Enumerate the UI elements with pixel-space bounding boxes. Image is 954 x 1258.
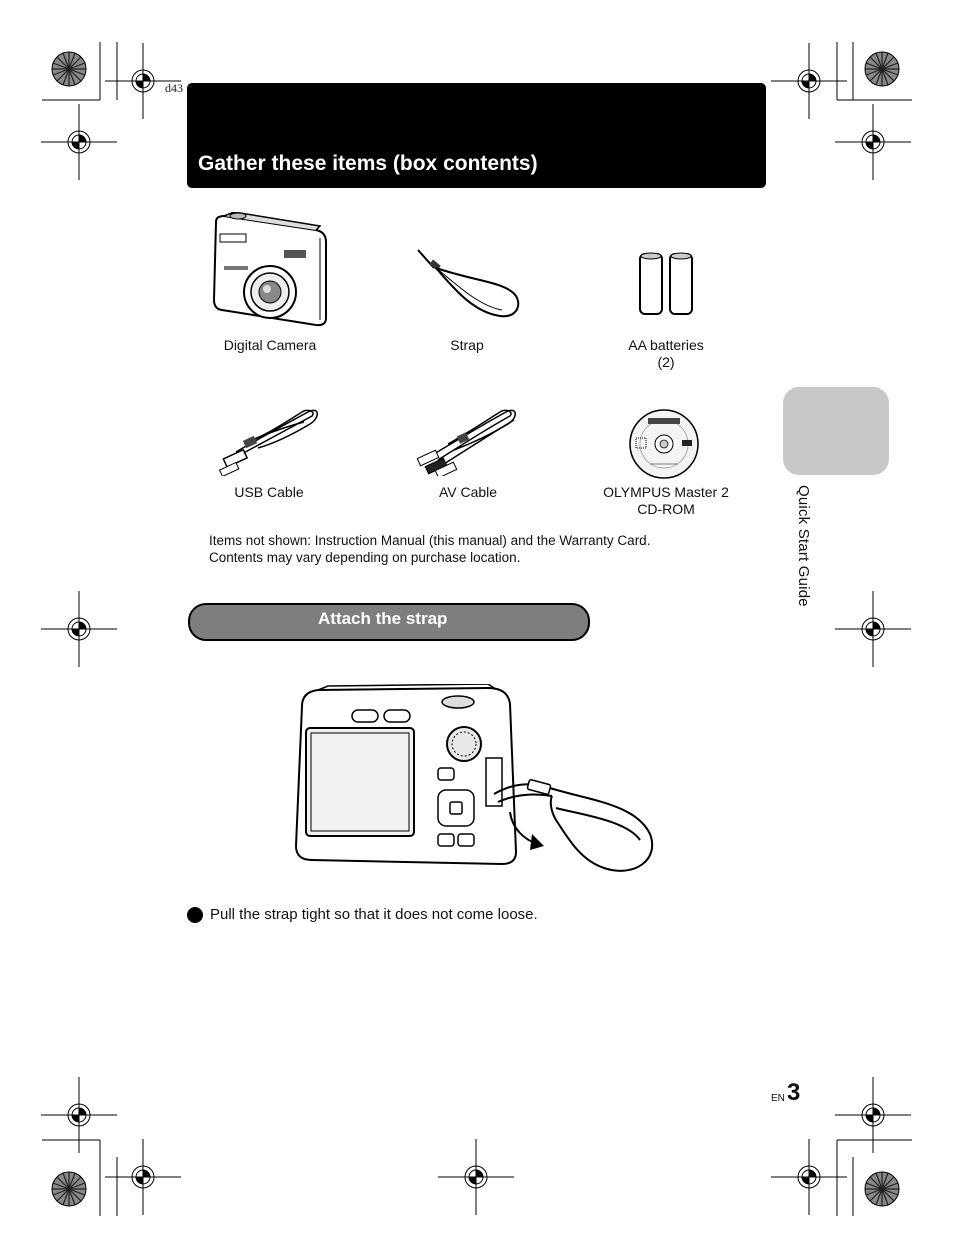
item-label: AV Cable [438, 484, 498, 500]
item-sublabel: CD-ROM [637, 501, 695, 517]
page-language: EN [771, 1093, 785, 1104]
item-label: Digital Camera [223, 337, 317, 353]
item-label: AA batteries [628, 337, 704, 353]
cd-rom-icon [628, 408, 700, 480]
usb-cable-icon [216, 404, 322, 476]
strap-icon [412, 246, 524, 322]
document-code: d43 [165, 81, 183, 95]
step-text: Pull the strap tight so that it does not come loose. [210, 906, 538, 923]
side-tab-label: Quick Start Guide [795, 485, 812, 607]
aa-batteries-icon [636, 250, 696, 316]
item-sublabel: (2) [657, 354, 675, 370]
av-cable-icon [414, 404, 520, 476]
page-title: Gather these items (box contents) [198, 152, 538, 175]
items-note [209, 532, 650, 566]
item-label: OLYMPUS Master 2 [603, 484, 729, 500]
note-line: Items not shown: Instruction Manual (this manual) and the Warranty Card. [209, 533, 651, 548]
side-tab [783, 387, 889, 475]
digital-camera-icon [208, 212, 332, 330]
item-label: Strap [450, 337, 484, 353]
note-line: Contents may vary depending on purchase location. [209, 550, 521, 565]
step-bullet [187, 907, 203, 923]
attach-strap-illustration [288, 684, 664, 880]
page-number: 3 [787, 1079, 801, 1106]
section-heading: Attach the strap [318, 609, 448, 628]
item-label: USB Cable [234, 484, 304, 500]
